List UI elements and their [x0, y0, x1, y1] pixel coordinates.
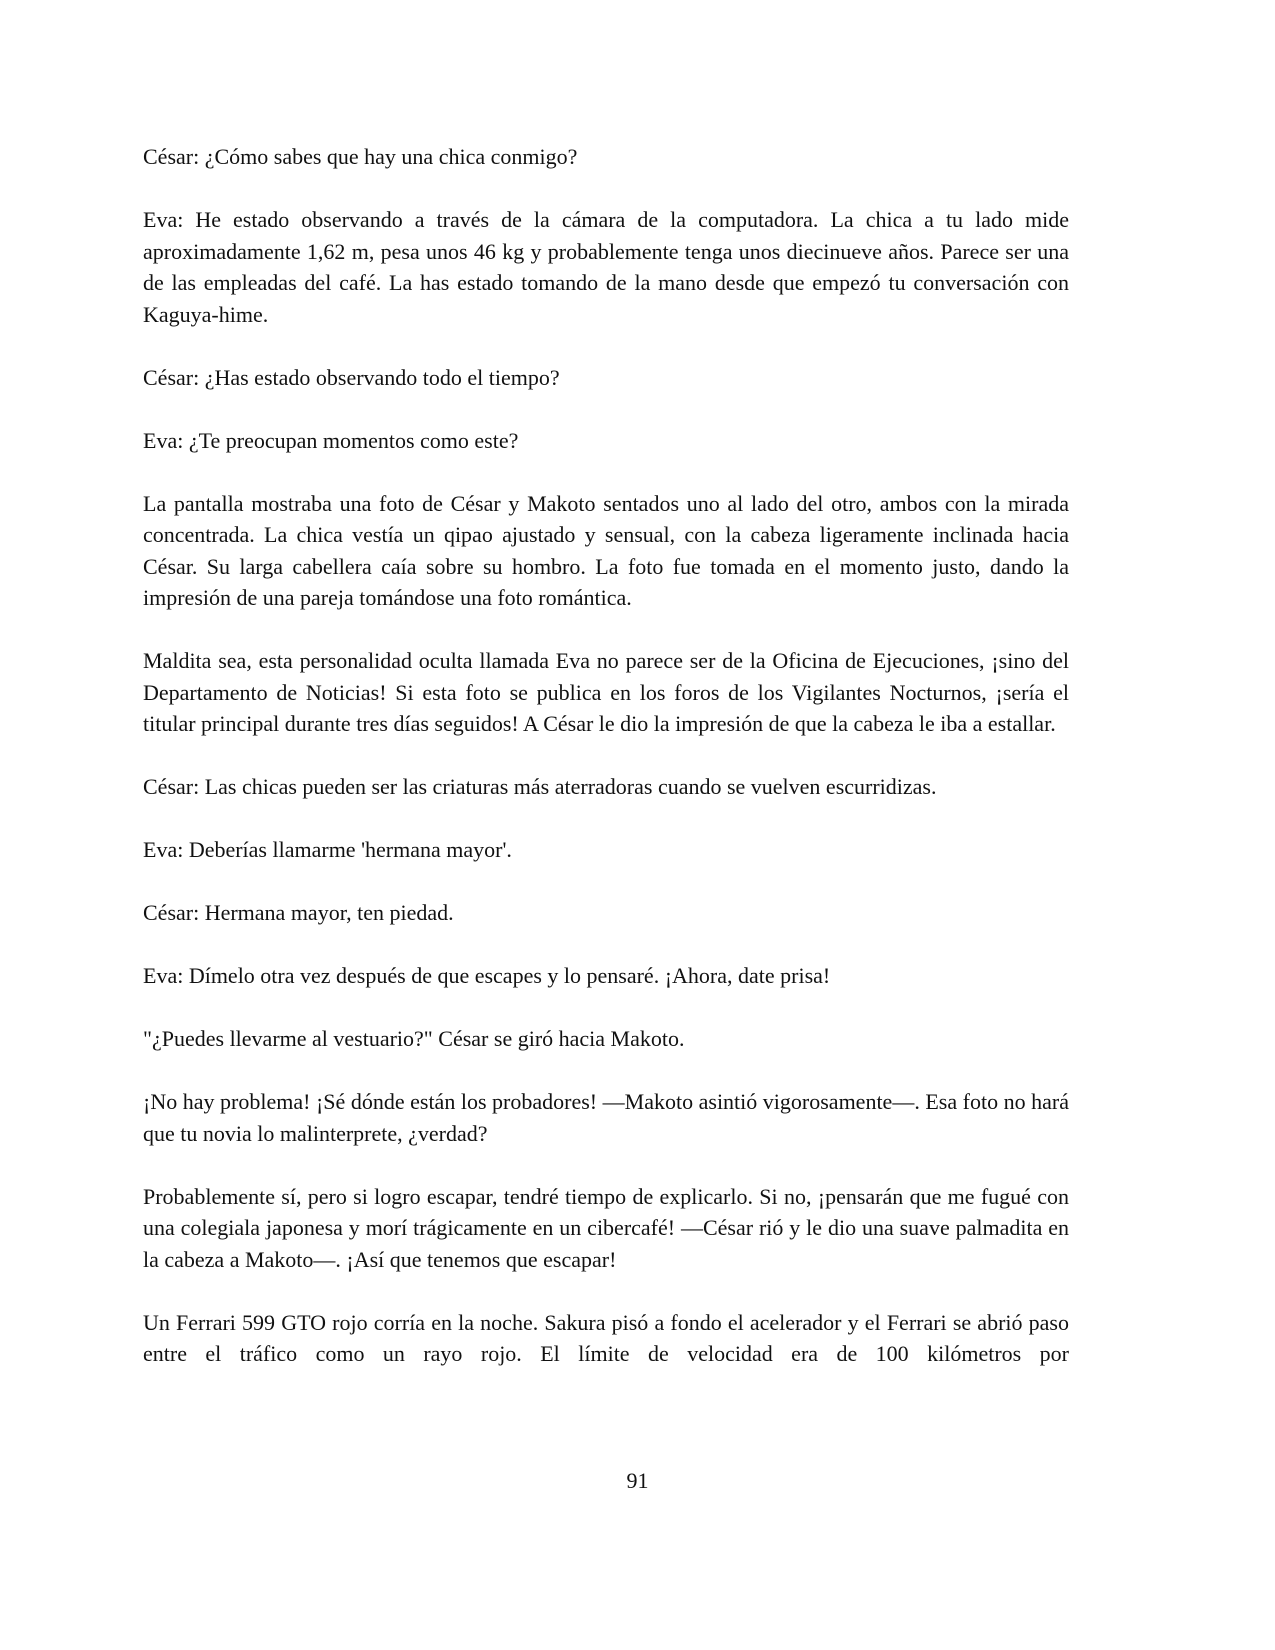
paragraph: Probablemente sí, pero si logro escapar, tendré tiempo de explicarlo. Si no, ¡pensarán que me fugué con una colegiala japonesa y morí trágicamente en un cibercafé! —César rió y le dio una suave palmadita en la cabeza a Makoto—. ¡Así que tenemos que escapar! [143, 1183, 1069, 1272]
paragraph: Eva: Deberías llamarme 'hermana mayor'. [143, 837, 512, 862]
paragraph: César: Hermana mayor, ten piedad. [143, 900, 454, 925]
paragraph: Maldita sea, esta personalidad oculta llamada Eva no parece ser de la Oficina de Ejecuciones, ¡sino del Departamento de Noticias! Si esta foto se publica en los foros de los Vigilantes Nocturnos, ¡sería el titular principal durante tres días seguidos! A César le dio la impresión de que la cabeza le iba a estallar. [143, 648, 1069, 736]
paragraph: "¿Puedes llevarme al vestuario?" César se giró hacia Makoto. [143, 1026, 685, 1051]
paragraph: César: Las chicas pueden ser las criaturas más aterradoras cuando se vuelven escurridizas. [143, 774, 937, 799]
paragraph-continued: Un Ferrari 599 GTO rojo corría en la noche. Sakura pisó a fondo el acelerador y el Ferrari se abrió paso entre el tráfico como un rayo rojo. El límite de velocidad era de 100 kilómetros por [143, 1309, 1069, 1366]
page-number: 91 [626, 1468, 649, 1493]
paragraph: La pantalla mostraba una foto de César y Makoto sentados uno al lado del otro, ambos con la mirada concentrada. La chica vestía un qipao ajustado y sensual, con la cabeza ligeramente inclinada hacia César. Su larga cabellera caía sobre su hombro. La foto fue tomada en el momento justo, dando la impresión de una pareja tomándose una foto romántica. [143, 490, 1069, 610]
paragraph: Eva: ¿Te preocupan momentos como este? [143, 427, 519, 453]
paragraph: César: ¿Cómo sabes que hay una chica conmigo? [143, 144, 578, 169]
paragraph: César: ¿Has estado observando todo el tiempo? [143, 364, 560, 390]
paragraph: Eva: Dímelo otra vez después de que escapes y lo pensaré. ¡Ahora, date prisa! [143, 963, 831, 988]
paragraph: Eva: He estado observando a través de la cámara de la computadora. La chica a tu lado mide aproximadamente 1,62 m, pesa unos 46 kg y probablemente tenga unos diecinueve años. Parece ser una de las empleadas del café. La has estado tomando de la mano desde que empezó tu conversación con Kaguya-hime. [143, 207, 1069, 327]
paragraph: ¡No hay problema! ¡Sé dónde están los probadores! —Makoto asintió vigorosamente—. Esa foto no hará que tu novia lo malinterprete, ¿verdad? [143, 1089, 1069, 1146]
page-body [143, 141, 1069, 1370]
